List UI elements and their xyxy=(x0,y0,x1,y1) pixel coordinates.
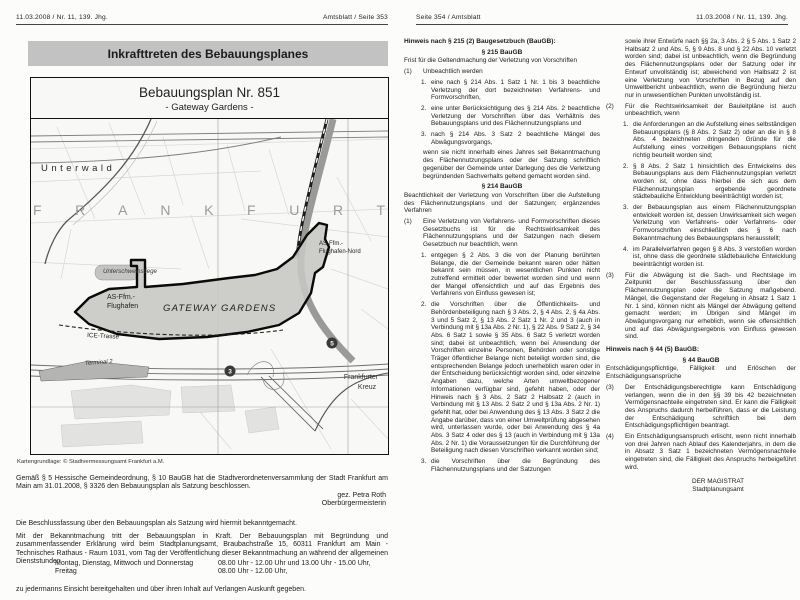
paragraph-1 xyxy=(404,218,600,249)
svg-text:5: 5 xyxy=(330,340,334,348)
list-item xyxy=(404,252,600,298)
list-item-number: 1. xyxy=(421,251,427,259)
list-item xyxy=(404,458,600,473)
magistrat-line2: Stadtplanungsamt xyxy=(692,485,744,493)
office-hours-row xyxy=(55,568,388,576)
signature-name: gez. Petra Roth xyxy=(337,492,386,499)
list-item-number: 3. xyxy=(421,131,427,139)
signature-block xyxy=(322,492,386,509)
list-item-text: der Bebauungsplan aus einem Flächennutzungsplan entwickelt worden ist, dessen Unwirksamkeit sich wegen Verletzung von Verfahrens- oder Verfahrens- oder Formvorschriften einschließlich des § 6 nach Bekanntmachung des Bebauungsplans herausstellt; xyxy=(633,204,796,242)
plan-map-figure xyxy=(30,77,389,455)
legal-text-column-2 xyxy=(606,38,796,494)
closing-clause: wenn sie nicht innerhalb eines Jahres seit Bekanntmachung des Flächennutzungsplans oder der Satzung schriftlich gegenüber der Gemeinde unter Darlegung des die Verletzung begründenden Sachverhalts geltend gemacht worden sind. xyxy=(423,149,600,180)
list-item-number: 4. xyxy=(623,245,629,253)
list-item xyxy=(404,79,600,102)
law-214-subtitle: Beachtlichkeit der Verletzung von Vorschriften über die Aufstellung des Flächennutzungsplans und der Satzungen; ergänzendes Verfahren xyxy=(404,191,600,215)
paragraph-2 xyxy=(606,103,796,118)
inspection-paragraph: zu jedermanns Einsicht bereitgehalten und über ihren Inhalt auf Verlangen Auskunft gegeben. xyxy=(16,586,306,593)
announcement-paragraph: Die Beschlussfassung über den Bebauungsplan als Satzung wird hiermit bekanntgemacht. xyxy=(16,520,297,527)
list-item-number: 2. xyxy=(421,301,427,309)
list-item-text: eine unter Berücksichtigung des § 214 Abs. 2 beachtliche Verletzung der Vorschriften über das Verhältnis des Bebauungsplans und des Flächennutzungsplans und xyxy=(431,104,600,128)
plan-title: Bebauungsplan Nr. 851 xyxy=(138,85,281,100)
office-hours-days: Freitag xyxy=(55,568,77,576)
magistrat-line1: DER MAGISTRAT xyxy=(691,477,745,485)
law-44-subtitle: Entschädigungspflichtige, Fälligkeit und Erlöschen der Entschädigungsansprüche xyxy=(606,365,796,381)
page-header xyxy=(416,14,788,25)
svg-text:3: 3 xyxy=(228,368,232,376)
map-label-as-flughafen-1: AS-Ffm.- xyxy=(107,294,135,301)
list-item-text: nach § 214 Abs. 3 Satz 2 beachtliche Mängel des Abwägungsvorgangs, xyxy=(431,131,600,146)
page-header xyxy=(16,14,388,25)
map-label-ice-trasse: ICE-Trasse xyxy=(86,332,120,341)
list-item xyxy=(404,131,600,146)
legal-text-column-1 xyxy=(404,38,600,474)
list-item xyxy=(606,204,796,243)
list-item-text: entgegen § 2 Abs. 3 die von der Planung berührten Belange, die der Gemeinde bekannt waren oder hätten bekannt sein müssen, in wesentlichen Punkten nicht zutreffend ermittelt oder bewertet worden sind und wenn der Mangel offensichtlich und auf das Ergebnis des Verfahrens von Einfluss gewesen ist; xyxy=(431,251,600,298)
paragraph-text: Unbeachtlich werden xyxy=(423,68,483,76)
header-page-number: Seite 354 / Amtsblatt xyxy=(416,14,481,21)
map-label-unterschweinstiege: Unterschweinstiege xyxy=(103,268,157,275)
office-hours-times: 08.00 Uhr - 12.00 Uhr, xyxy=(218,568,288,576)
header-date: 11.03.2008 / Nr. 11, 139. Jhg. xyxy=(16,14,108,21)
paragraph-number: (1) xyxy=(404,218,412,226)
list-item-text: im Parallelverfahren gegen § 8 Abs. 3 verstoßen worden ist, ohne dass die geordnete städtebauliche Entwicklung beeinträchtigt worden ist. xyxy=(633,245,796,268)
list-item-text: § 8 Abs. 2 Satz 1 hinsichtlich des Entwickelns des Bebauungsplans aus dem Flächennutzungsplan verletzt worden ist, ohne dass hierbei die sich aus dem Flächennutzungsplan ergebende geordnete städtebauliche Entwicklung beeinträchtigt worden ist; xyxy=(633,162,796,201)
motorway-badge-a5 xyxy=(327,338,338,349)
paragraph-44-3 xyxy=(606,384,796,430)
office-hours-row xyxy=(55,560,388,568)
effect-paragraph: Mit der Bekanntmachung tritt der Bebauungsplan in Kraft. Der Bebauungsplan mit Begründung und zusammenfassender Erklärung wird beim Stadtplanungsamt, Braubachstraße 15, 60311 Frankfurt am Main - Technisches Rathaus - Raum 1031, vom Tag der Veröffentlichung dieser Bekanntmachung an während der allgemeinen Dienststunden xyxy=(16,533,388,566)
office-hours-times: 08.00 Uhr - 12.00 Uhr und 13.00 Uhr - 15.00 Uhr, xyxy=(218,560,371,567)
plan-area-boundary xyxy=(75,223,329,339)
map-label-terminal2: Terminal 2 xyxy=(84,359,113,367)
paragraph-number: (3) xyxy=(606,383,614,391)
city-map xyxy=(31,119,388,454)
resolution-paragraph: Gemäß § 5 Hessische Gemeindeordnung, § 10 BauGB hat die Stadtverordnetenversammlung der Stadt Frankfurt am Main am 31.01.2008, § 3326 den Bebauungsplan als Satzung beschlossen. xyxy=(16,475,388,491)
paragraph-number: (1) xyxy=(404,68,412,76)
law-44-title: § 44 BauGB xyxy=(682,356,720,364)
list-item-number: 1. xyxy=(623,121,629,129)
map-building-shapes xyxy=(61,385,279,447)
law-215-subtitle: Frist für die Geltendmachung der Verletzung von Vorschriften xyxy=(404,57,577,65)
map-source-caption: Kartengrundlage: © Stadtvermessungsamt Frankfurt a.M. xyxy=(17,459,165,465)
map-label-unterwald: Unterwald xyxy=(41,163,116,174)
paragraph-number: (4) xyxy=(606,433,614,441)
article-title: Inkrafttreten des Bebauungsplanes xyxy=(28,41,388,66)
map-label-as-nord-2: Flughafen-Nord xyxy=(319,249,361,255)
list-item-number: 3. xyxy=(623,204,629,212)
paragraph-text: Ein Entschädigungsanspruch erlischt, wenn nicht innerhalb von drei Jahren nach Ablauf des Kalenderjahrs, in dem die in Absatz 3 Satz 1 bezeichneten Vermögensnachteile eingetreten sind, die Fälligkeit des Anspruchs herbeigeführt wird. xyxy=(625,433,796,471)
map-label-frankfurter-kreuz-1: Frankfurter xyxy=(343,374,379,381)
office-hours-days: Montag, Dienstag, Mittwoch und Donnerstag xyxy=(55,560,194,567)
map-label-gateway-gardens: GATEWAY GARDENS xyxy=(163,303,277,314)
list-item-text: die Vorschriften über die Begründung des Flächennutzungsplans und der Satzungen xyxy=(431,458,600,473)
map-label-frankfurt: F R A N K F U R T xyxy=(33,202,385,218)
list-item-number: 2. xyxy=(421,104,427,112)
magistrat-signature xyxy=(606,478,796,494)
paragraph-text: Für die Rechtswirksamkeit der Bauleitpläne ist auch unbeachtlich, wenn xyxy=(625,102,796,118)
paragraph-1 xyxy=(404,68,600,76)
list-item xyxy=(404,105,600,128)
header-page-number: Amtsblatt / Seite 353 xyxy=(322,14,388,21)
list-item-text: die Anforderungen an die Aufstellung eines selbständigen Bebauungsplans (§ 8 Abs. 2 Satz 2) oder an die in § 8 Abs. 4 bezeichneten dringenden Gründe für die Aufstellung eines vorzeitigen Bebauungsplans nicht richtig beurteilt worden sind; xyxy=(633,121,796,159)
office-hours-table xyxy=(55,560,388,577)
paragraph-text: Der Entschädigungsberechtigte kann Entschädigung verlangen, wenn die in den §§ 39 bis 42 bezeichneten Vermögensnachteile eingetreten sind. Er kann die Fälligkeit des Anspruchs dadurch herbeiführen, dass er die Leistung der Entschädigung schriftlich bei dem Entschädigungspflichtigen beantragt. xyxy=(625,383,796,430)
continuation-paragraph: sowie ihrer Entwürfe nach §§ 2a, 3 Abs. 2 § 5 Abs. 1 Satz 2 Halbsatz 2 und Abs. 5, § 9 Abs. 8 und § 22 Abs. 10 verletzt worden sind; dabei ist unbeachtlich, wenn die Begründung des Flächennutzungsplans oder der Satzung oder ihr Entwurf unvollständig ist; abweichend von Halbsatz 2 ist eine Verletzung von Vorschriften in Bezug auf den Umweltbericht unbeachtlich, wenn die Begründung hierzu nur in unwesentlichen Punkten unvollständig ist. xyxy=(625,38,796,99)
map-label-as-flughafen-2: Flughafen xyxy=(107,303,139,310)
page-354 xyxy=(400,0,800,600)
list-item-number: 3. xyxy=(421,458,427,466)
plan-subtitle: - Gateway Gardens - xyxy=(165,102,254,113)
paragraph-text: Für die Abwägung ist die Sach- und Rechtslage im Zeitpunkt der Beschlussfassung über den Flächennutzungsplan oder die Satzung maßgebend. Mängel, die Gegenstand der Regelung in Absatz 1 Satz 1 Nr. 1 sind, können nicht als Mängel der Abwägung geltend gemacht werden; im Übrigen sind Mängel im Abwägungsvorgang nur erheblich, wenn sie offensichtlich und auf das Abwägungsergebnis von Einfluss gewesen sind. xyxy=(625,271,796,341)
map-label-as-nord-1: AS-Ffm.- xyxy=(319,241,343,247)
law-215-title: § 215 BauGB xyxy=(481,48,523,56)
paragraph-3 xyxy=(606,272,796,341)
list-item-number: 2. xyxy=(623,162,629,170)
list-item xyxy=(606,121,796,160)
plan-title-block xyxy=(31,78,388,119)
paragraph-text: Eine Verletzung von Verfahrens- und Formvorschriften dieses Gesetzbuchs ist für die Rechtswirksamkeit des Flächennutzungsplans und der Satzungen nach diesem Gesetzbuch nur beachtlich, wenn xyxy=(423,218,600,249)
list-item-number: 1. xyxy=(421,78,427,86)
list-item-text: eine nach § 214 Abs. 1 Satz 1 Nr. 1 bis 3 beachtliche Verletzung der dort bezeichneten Verfahrens- und Formvorschriften, xyxy=(431,78,600,102)
paragraph-44-4 xyxy=(606,433,796,472)
paragraph-number: (2) xyxy=(606,102,614,110)
header-date: 11.03.2008 / Nr. 11, 139. Jhg. xyxy=(696,14,788,21)
list-item-text: die Vorschriften über die Öffentlichkeits- und Behördenbeteiligung nach § 3 Abs. 2, § 4 Abs. 2, § 4a Abs. 3 und 5 Satz 2, § 13 Abs. 2 Satz 1 Nr. 2 und 3 (auch in Verbindung mit § 13a Abs. 2 Nr. 1), § 22 Abs. 9 Satz 2, § 34 Abs. 6 Satz 1 sowie § 35 Abs. 6 Satz 5 verletzt worden sind; dabei ist unbeachtlich, wenn bei Anwendung der Vorschriften einzelne Personen, Behörden oder sonstige Träger öffentlicher Belange nicht beteiligt worden sind, die entsprechenden Belange jedoch unerheblich waren oder in der Entscheidung berücksichtigt worden sind, oder einzelne Angaben dazu, welche Arten umweltbezogener Informationen verfügbar sind, gefehlt haben, oder der Hinweis nach § 3 Abs. 2 Satz 2 Halbsatz 2 (auch in Verbindung mit § 13 Abs. 2 Satz 2 und § 13a Abs. 2 Nr. 1) gefehlt hat, oder bei Anwendung des § 13 Abs. 3 Satz 2 die Angabe darüber, dass von einer Umweltprüfung abgesehen wird, unterlassen wurde, oder bei Anwendung des § 4a Abs. 3 Satz 4 oder des § 13 (auch in Verbindung mit § 13a Abs. 2 Nr. 1) die Voraussetzungen für die Durchführung der Beteiligung nach diesen Vorschriften verkannt worden sind; xyxy=(431,301,600,455)
paragraph-number: (3) xyxy=(606,271,614,279)
hinweis-44-heading: Hinweis nach § 44 (5) BauGB: xyxy=(606,346,700,354)
map-label-frankfurter-kreuz-2: Kreuz xyxy=(357,384,377,391)
map-road-north xyxy=(31,131,388,163)
hinweis-215-heading: Hinweis nach § 215 (2) Baugesetzbuch (BauGB): xyxy=(404,38,556,45)
list-item xyxy=(606,246,796,269)
signature-role: Oberbürgermeisterin xyxy=(321,500,386,508)
motorway-badge-a3 xyxy=(225,366,236,377)
law-214-title: § 214 BauGB xyxy=(481,183,523,191)
list-item xyxy=(404,301,600,455)
list-item xyxy=(606,163,796,202)
